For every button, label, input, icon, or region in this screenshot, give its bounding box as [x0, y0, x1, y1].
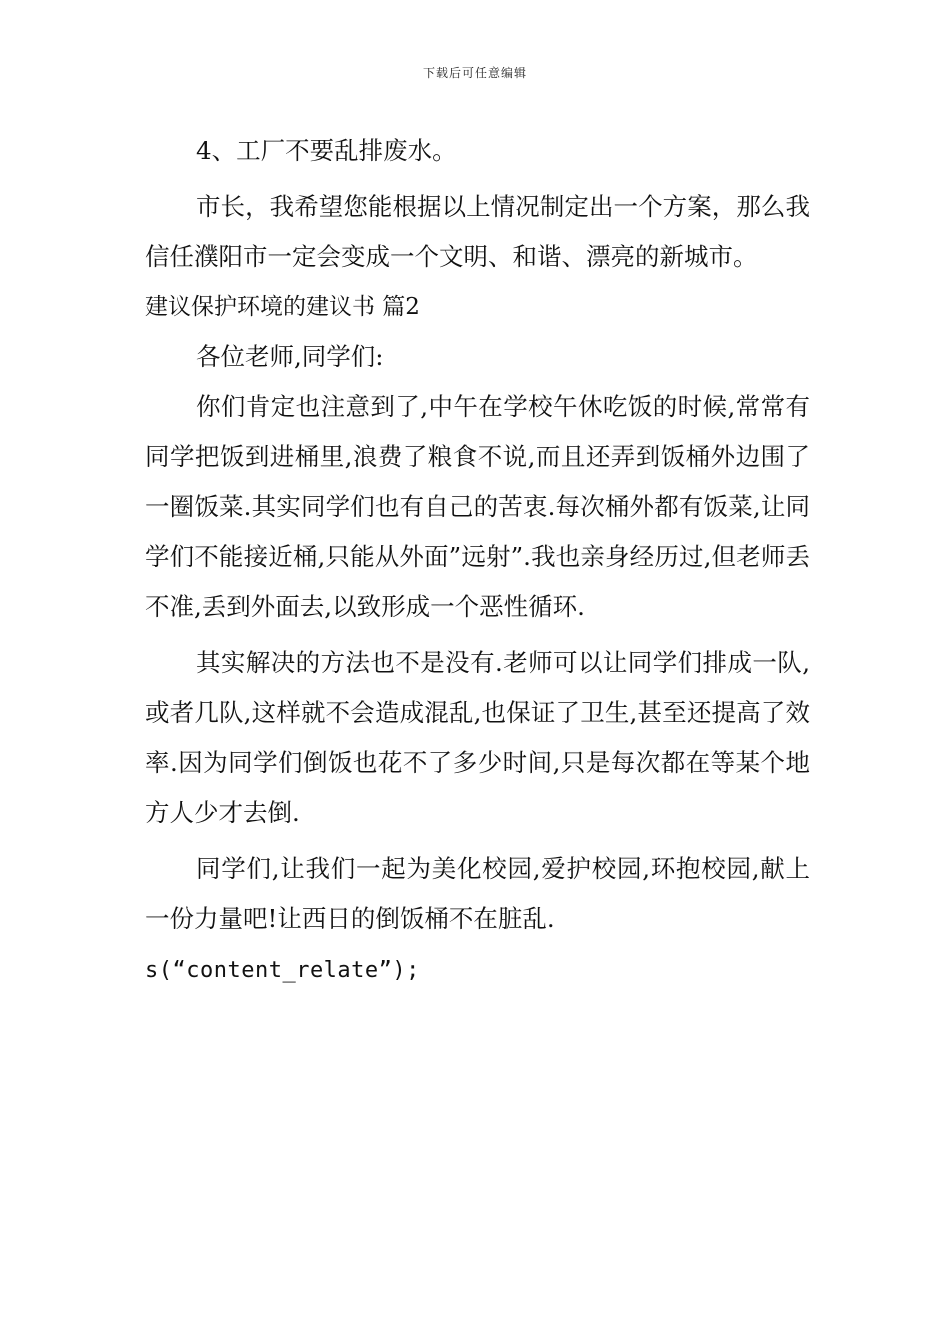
list-item-4: 4、工厂不要乱排废水。: [196, 136, 457, 165]
salutation: 各位老师,同学们:: [196, 342, 384, 371]
body-paragraph-1: 你们肯定也注意到了,中午在学校午休吃饭的时候,常常有同学把饭到进桶里,浪费了粮食不说,而且还弄到饭桶外边围了一圈饭菜.其实同学们也有自己的苦衷.每次桶外都有饭菜,让同学们不能接近桶,只能从外面”远射”.我也亲身经历过,但老师丢不准,丢到外面去,以致形成一个恶性循环.: [145, 392, 810, 621]
section-heading: 建议保护环境的建议书 篇2: [145, 294, 420, 320]
script-snippet-text: s(“content_relate”);: [145, 958, 420, 983]
body-paragraph-2: 其实解决的方法也不是没有.老师可以让同学们排成一队,或者几队,这样就不会造成混乱,也保证了卫生,甚至还提高了效率.因为同学们倒饭也花不了多少时间,只是每次都在等某个地方人少才去倒.: [145, 648, 810, 827]
page-header-note: 下载后可任意编辑: [422, 66, 527, 80]
closing-paragraph: 市长，我希望您能根据以上情况制定出一个方案，那么我信任濮阳市一定会变成一个文明、和谐、漂亮的新城市。: [145, 192, 810, 271]
document-body: [145, 126, 810, 996]
body-paragraph-3: 同学们,让我们一起为美化校园,爱护校园,环抱校园,献上一份力量吧!让西日的倒饭桶不在脏乱.: [145, 854, 810, 933]
